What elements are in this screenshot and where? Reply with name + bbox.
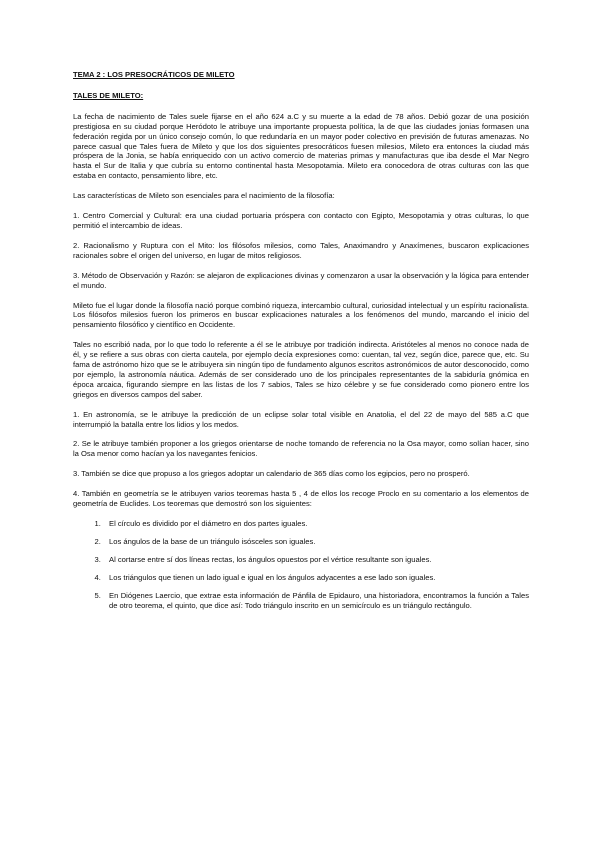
theorem-item: 2. Los ángulos de la base de un triángulo isósceles son iguales.: [103, 537, 529, 547]
paragraph-characteristics: Las características de Mileto son esenciales para el nacimiento de la filosofía:: [73, 191, 335, 201]
theorem-item: 5. En Diógenes Laercio, que extrae esta información de Pánfila de Epidauro, una historiadora, encontramos la función a Tales de otro teorema, el quinto, que dice así: Todo triángulo inscrito en un semicírculo es un triángulo rectángulo.: [103, 591, 529, 611]
paragraph-point-3: 3. Método de Observación y Razón: se alejaron de explicaciones divinas y comenzaron a usar la observación y la lógica para entender el mundo.: [73, 270, 529, 290]
paragraph-navigation: 2. Se le atribuye también proponer a los griegos orientarse de noche tomando de referencia no la Osa mayor, como solían hacer, sino la Osa menor como hacían ya los navegantes fenicios.: [73, 439, 529, 459]
paragraph-astronomy: 1. En astronomía, se le atribuye la predicción de un eclipse solar total visible en Anatolia, el del 22 de mayo del 585 a.C que interrumpió la batalla entre los lidios y los medos.: [73, 409, 529, 429]
paragraph-intro: La fecha de nacimiento de Tales suele fijarse en el año 624 a.C y su muerte a la edad de 78 años. Debió gozar de una posición prestigiosa en su ciudad porque Heródoto le atribuye una importante propuesta política, la de que las ciudades jonias formasen una federación regida por un único consejo común, lo que redundaría en un mayor poder colectivo en previsión de futuras amenazas. No parece casual que Tales fuera de Mileto y que los dos siguientes presocráticos fuesen milesios, Mileto era entonces la ciudad más próspera de la Jonia, se había enriquecido con un activo comercio de materias primas y manufacturas que iba desde el Mar Negro hasta el Sur de Italia y que cubría su entorno continental hasta Mesopotamia. Mileto era conocedora de otras culturas con las que estaba en contacto, pensamiento libre, etc.: [73, 111, 529, 181]
paragraph-point-1: 1. Centro Comercial y Cultural: era una ciudad portuaria próspera con contacto con Egipto, Mesopotamia y otras culturas, lo que permitió el intercambio de ideas.: [73, 211, 529, 230]
paragraph-point-2: 2. Racionalismo y Ruptura con el Mito: los filósofos milesios, como Tales, Anaximandro y Anaxímenes, buscaron explicaciones racionales sobre el origen del universo, en lugar de mitos religiosos.: [73, 240, 529, 260]
paragraph-tradition: Tales no escribió nada, por lo que todo lo referente a él se le atribuye por tradición indirecta. Aristóteles al menos no conoce nada de él, y se refiere a sus obras con cierta cautela, por ejemplo decía expresiones como: cuentan, tal vez, según dice, parece que, etc. Su fama de astrónomo hizo que se le atribuyera sin ningún tipo de fundamento algunos escritos astronómicos de autor desconocido, como por ejemplo, la astronomía náutica. Además de ser considerado uno de los principales representantes de la sabiduría gnómica en época arcaica, figurando siempre en las listas de los 7 sabios, Tales se hizo célebre y se fue considerado como pionero entre los griegos en diversos campos del saber.: [73, 340, 529, 399]
theorem-item: 4. Los triángulos que tienen un lado igual e igual en los ángulos adyacentes a ese lado son iguales.: [103, 573, 529, 583]
theorem-list: [73, 519, 529, 610]
document-page: [73, 70, 529, 618]
section-heading: TALES DE MILETO:: [73, 90, 144, 100]
paragraph-calendar: 3. También se dice que propuso a los griegos adoptar un calendario de 365 días como los egipcios, pero no prosperó.: [73, 469, 470, 479]
paragraph-geometry: 4. También en geometría se le atribuyen varios teoremas hasta 5 , 4 de ellos los recoge Proclo en su comentario a los elementos de geometría de Euclides. Los teoremas que demostró son los siguientes:: [73, 489, 529, 509]
theorem-item: 1. El círculo es dividido por el diámetro en dos partes iguales.: [103, 519, 529, 529]
paragraph-summary: Mileto fue el lugar donde la filosofía nació porque combinó riqueza, intercambio cultural, curiosidad intelectual y un espíritu racionalista. Los filósofos milesios fueron los primeros en buscar explicaciones naturales a los fenómenos del mundo, marcando el inicio del pensamiento filosófico y científico en Occidente.: [73, 300, 529, 330]
document-title: TEMA 2 : LOS PRESOCRÁTICOS DE MILETO: [73, 70, 235, 79]
theorem-item: 3. Al cortarse entre sí dos líneas rectas, los ángulos opuestos por el vértice resultante son iguales.: [103, 555, 529, 565]
